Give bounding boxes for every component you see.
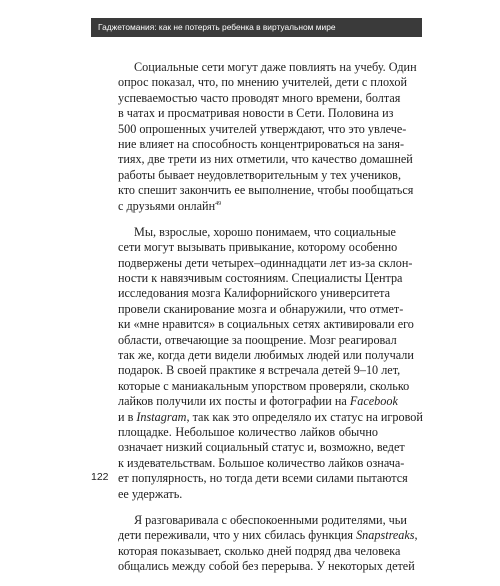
text-line: которая показывает, сколько дней подряд два человека (118, 543, 401, 558)
text-line: сети могут вызывать привыкание, которому особенно (118, 240, 398, 255)
term-facebook: Facebook (349, 394, 398, 409)
text-line: которые с маниакальным упорством проверяли, сколько (118, 378, 410, 393)
text-line (118, 528, 418, 543)
text-line: к издевательствам. Большое количество лайков означа- (118, 455, 405, 470)
text-line: работы бывает неудовлетворительным у тех учеников, (118, 167, 401, 182)
text-line: успеваемостью часто проводят много времени, болтая (118, 90, 401, 105)
running-header-title: Гаджетомания: как не потерять ребенка в виртуальном мире (98, 22, 336, 32)
text-line: ности к навязчивым состояниям. Специалисты Центра (118, 271, 403, 286)
text-line: Мы, взрослые, хорошо понимаем, что социальные (134, 224, 396, 239)
text-line: ее удержать. (118, 486, 183, 501)
paragraph-2 (118, 224, 423, 502)
text-line: ет популярность, но тогда дети всеми силами пытаются (118, 471, 408, 486)
text-line: подарок. В своей практике я встречала детей 9–10 лет, (118, 363, 401, 378)
text-line: исследования мозга Калифорнийского университета (118, 286, 390, 301)
text-line (118, 409, 423, 425)
text-line: провели сканирование мозга и обнаружили, что отмет- (118, 301, 404, 316)
text-line: 500 опрошенных учителей утверждают, что это увлече- (118, 121, 407, 136)
page-number: 122 (91, 471, 109, 483)
text-line: опрос показал, что, по мнению учителей, дети с плохой (118, 75, 408, 90)
text-line: области, отвечающие за поощрение. Мозг реагировал (118, 332, 397, 347)
text-line-content: дети переживали, что у них сбилась функция (118, 528, 357, 543)
body-text (118, 60, 423, 586)
text-line (118, 199, 378, 214)
footnote-ref: 49 (215, 200, 222, 207)
text-line: кто спешит закончить ее выполнение, чтобы пообщаться (118, 183, 414, 198)
text-line: означает низкий социальный статус и, возможно, ведет (118, 440, 405, 455)
text-line: подвержены дети четырех–одиннадцати лет из-за склон- (118, 255, 413, 270)
text-line: тиях, две трети из них отметили, что качество домашней (118, 152, 413, 167)
paragraph-3 (118, 512, 418, 575)
text-line: ки «мне нравится» в социальных сетях активировали его (118, 317, 414, 332)
text-line-content: с друзьями онлайн (118, 198, 216, 213)
text-line-tail: , так как это определяло их статус на игровой (186, 409, 423, 424)
text-line-content: лайков получили их посты и фотографии на (118, 394, 350, 409)
text-line: Я разговаривала с обеспокоенными родителями, чьи (134, 512, 407, 527)
term-instagram: Instagram (136, 409, 187, 424)
text-line (118, 394, 398, 409)
text-line: Социальные сети могут даже повлиять на учебу. Один (134, 60, 417, 74)
paragraph-1 (118, 60, 417, 214)
term-snapstreaks: Snapstreaks (356, 528, 415, 543)
text-line-content: и в (118, 409, 137, 424)
text-line: общались между собой без перерыва. У некоторых детей (118, 559, 415, 574)
running-header (91, 18, 422, 37)
text-line: в чатах и просматривая новости в Сети. Половина из (118, 106, 394, 121)
text-line: так же, когда дети видели любимых людей или получали (118, 348, 414, 363)
text-line: площадке. Небольшое количество лайков обычно (118, 424, 378, 439)
text-line: ние влияет на способность концентрироваться на заня- (118, 136, 405, 151)
text-line-tail: , (414, 528, 418, 543)
